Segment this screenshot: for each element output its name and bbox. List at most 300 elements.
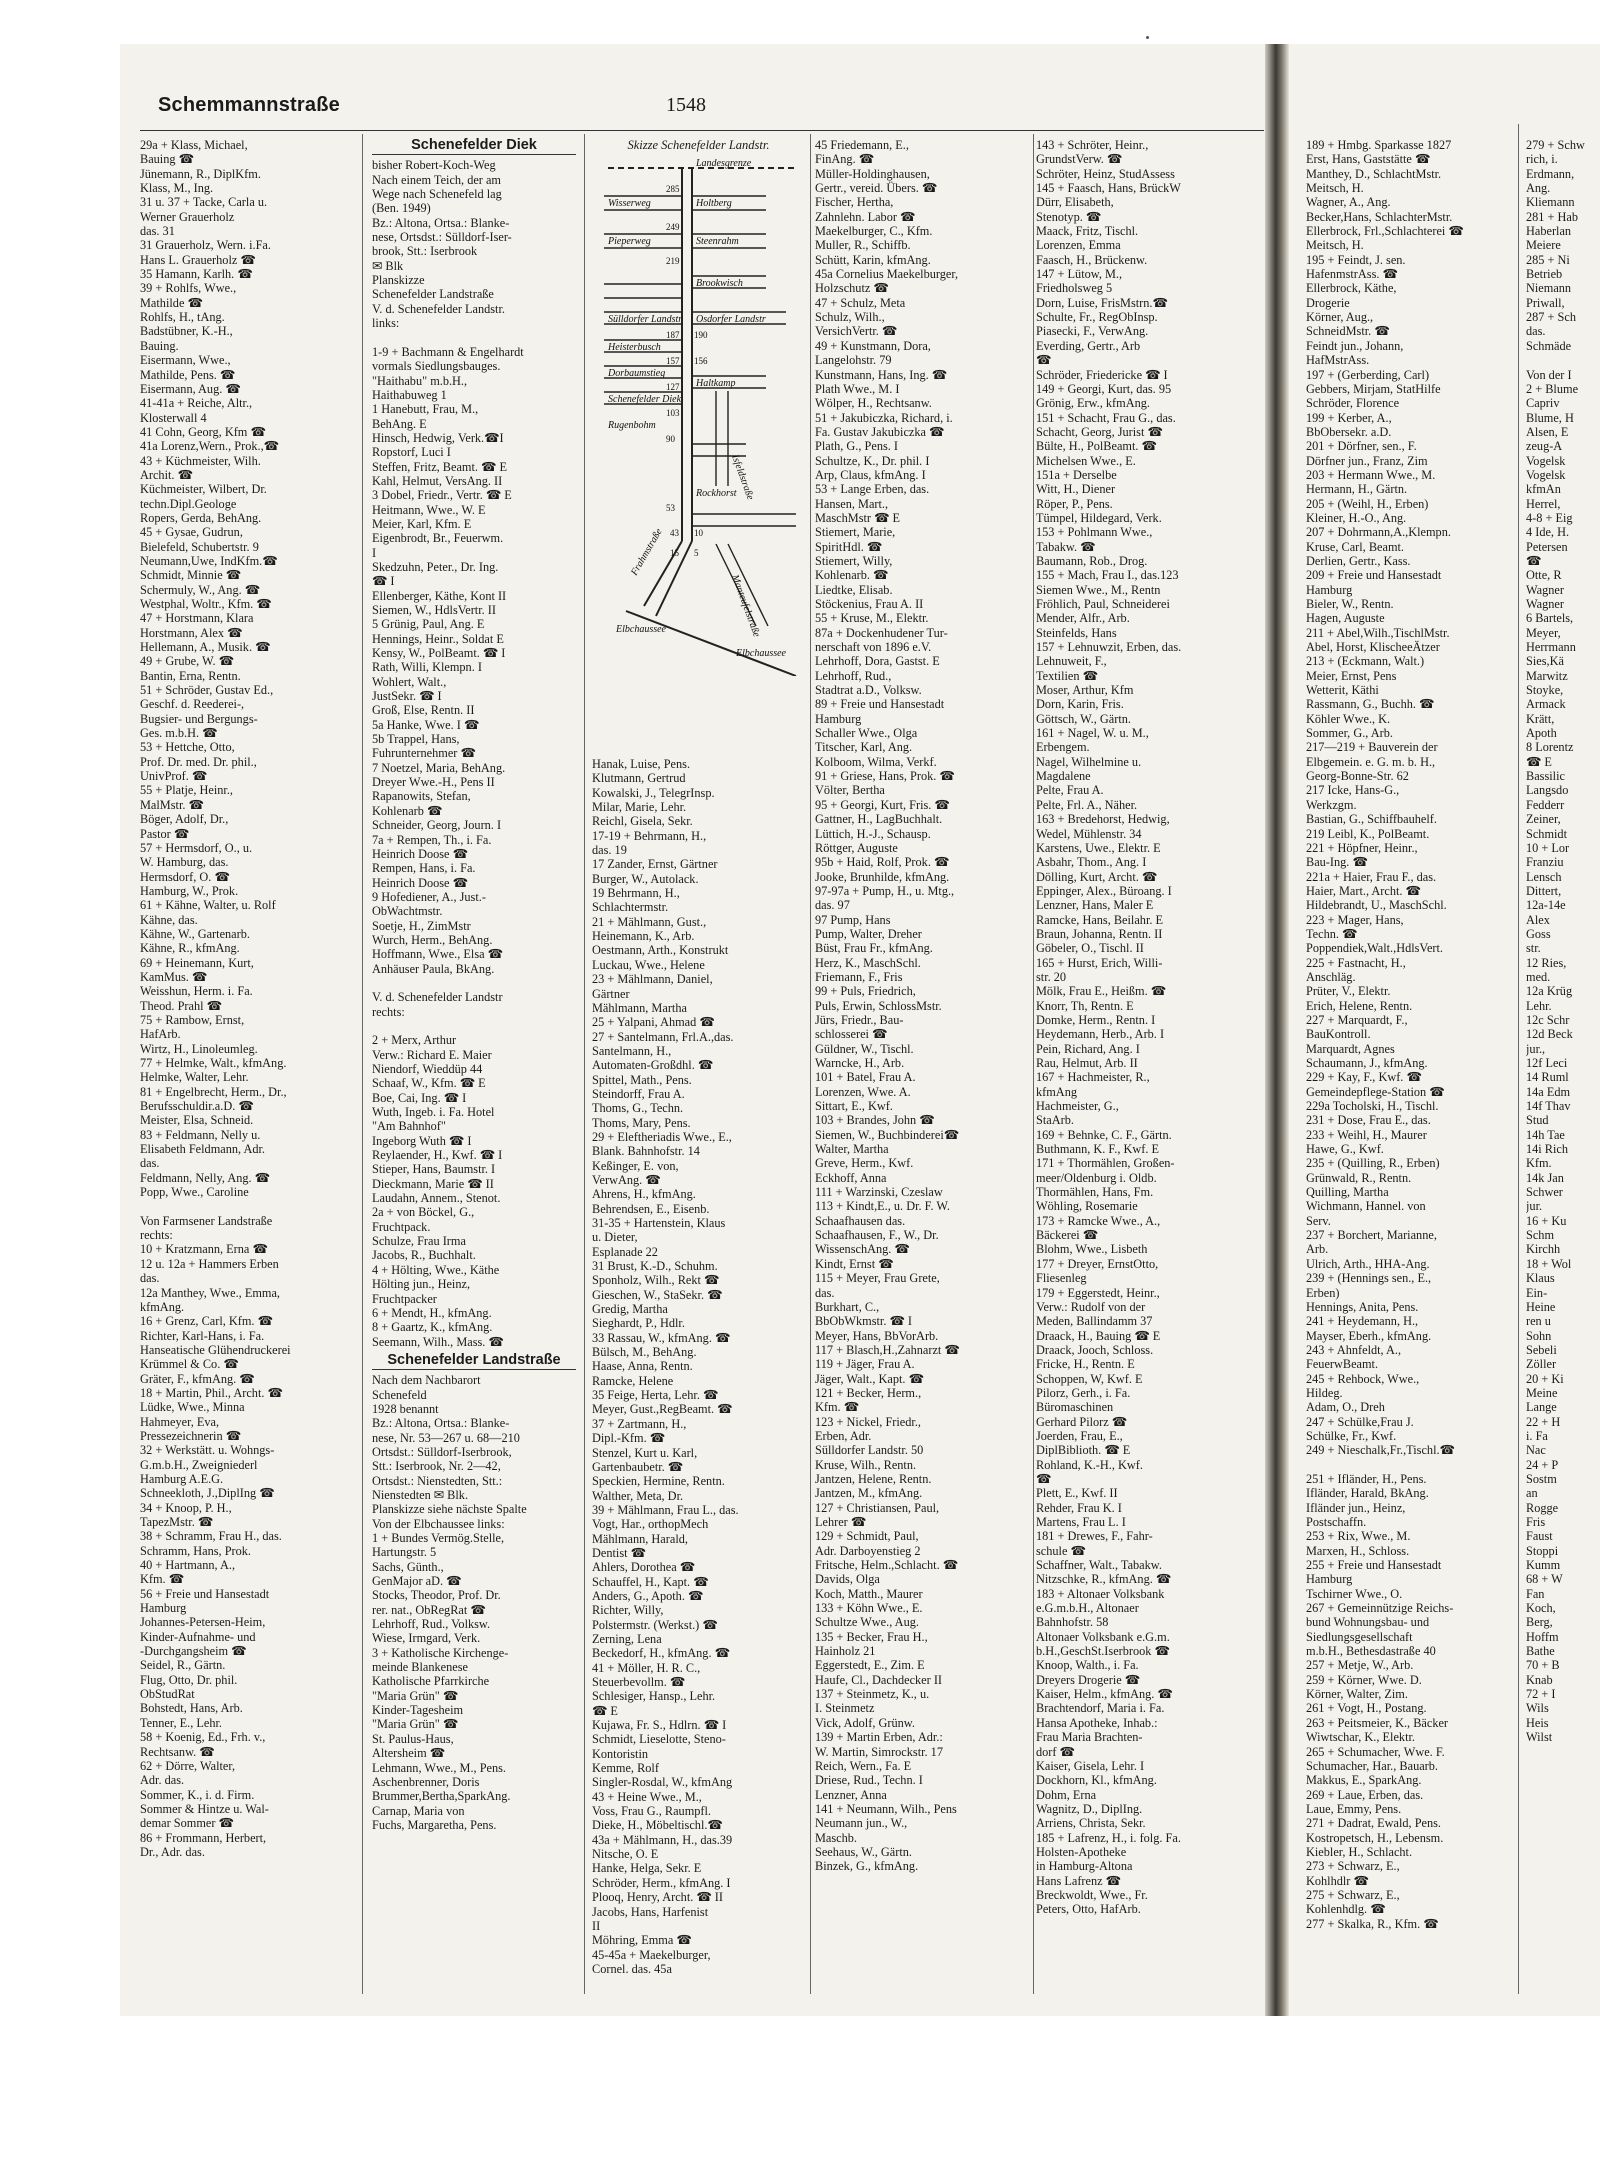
directory-line: 145 + Faasch, Hans, BrückW (1036, 181, 1181, 196)
directory-line: Everding, Gertr., Arb (1036, 338, 1141, 353)
directory-line: Gredig, Martha (592, 1302, 668, 1317)
directory-line: 183 + Altonaer Volksbank (1036, 1586, 1165, 1601)
directory-line: Hanseatische Glühendruckerei (140, 1342, 291, 1357)
directory-line: 7 Noetzel, Maria, BehAng. (372, 760, 506, 775)
directory-line: Quilling, Martha (1306, 1185, 1389, 1200)
directory-line: W. Martin, Simrockstr. 17 (815, 1744, 943, 1759)
directory-line: FinAng. ☎ (815, 152, 875, 167)
directory-line: 72 + I (1526, 1687, 1556, 1702)
directory-line: Hoffm (1526, 1629, 1559, 1644)
directory-line: V. d. Schenefelder Landstr. (372, 301, 505, 316)
directory-line: Stieper, Hans, Baumstr. I (372, 1162, 496, 1177)
directory-line: 12 u. 12a + Hammers Erben (140, 1256, 279, 1271)
column-rule (810, 134, 811, 1994)
directory-line: Erben) (1306, 1285, 1340, 1300)
directory-line: 16 + Ku (1526, 1213, 1567, 1228)
svg-text:127: 127 (666, 382, 680, 392)
directory-line: Bastian, G., Schiffbauhelf. (1306, 812, 1437, 827)
directory-line: Blume, H (1526, 410, 1574, 425)
directory-line: 2 + Merx, Arthur (372, 1033, 457, 1048)
directory-line: Wichmann, Hannel. von (1306, 1199, 1426, 1214)
directory-line: Dieke, H., Möbeltischl.☎ (592, 1818, 723, 1833)
directory-line: Zeiner, (1526, 812, 1561, 827)
directory-line: Wagnitz, D., DiplIng. (1036, 1801, 1143, 1816)
directory-line: kfmAn (1526, 482, 1561, 497)
directory-line: 12d Beck (1526, 1027, 1573, 1042)
directory-line: 229a Tocholski, H., Tischl. (1306, 1099, 1439, 1114)
directory-line: Laudahn, Annem., Stenot. (372, 1191, 501, 1206)
directory-line: Walter, Martha (815, 1142, 889, 1157)
directory-line: 41-41a + Reiche, Altr., (140, 396, 253, 411)
map-street-right: Holtberg (696, 198, 732, 209)
directory-line: Jäger, Walt., Kapt. ☎ (815, 1371, 924, 1386)
directory-line: Ifländer jun., Heinz, (1306, 1500, 1406, 1515)
directory-line: Luckau, Wwe., Helene (592, 957, 705, 972)
directory-line: Fliesenleg (1036, 1271, 1087, 1286)
directory-line: Heinemann, K., Arb. (592, 929, 695, 944)
directory-line: Vogelsk (1526, 467, 1566, 482)
directory-line: schlosserei ☎ (815, 1027, 888, 1042)
directory-line: Ahlers, Dorothea ☎ (592, 1560, 696, 1575)
directory-line: 53 + Hettche, Otto, (140, 740, 235, 755)
directory-line: Hellemann, A., Musik. ☎ (140, 640, 271, 655)
directory-line: 47 + Horstmann, Klara (140, 611, 254, 626)
directory-line: Göttsch, W., Gärtn. (1036, 711, 1131, 726)
directory-line: 31 u. 37 + Tacke, Carla u. (140, 195, 268, 210)
directory-line: 29 + Eleftheriadis Wwe., E., (592, 1129, 732, 1144)
directory-line: Makkus, E., SparkAng. (1306, 1773, 1422, 1788)
directory-line: 281 + Hab (1526, 209, 1579, 224)
directory-line: Hermsdorf, O. ☎ (140, 869, 230, 884)
directory-line: Reich, Wern., Fa. E (815, 1758, 912, 1773)
directory-line: Heydemann, Herb., Arb. I (1036, 1027, 1165, 1042)
directory-line: Büst, Frau Fr., kfmAng. (815, 941, 933, 956)
directory-line: brook, Stt.: Iserbrook (372, 244, 478, 259)
directory-line: Tabakw. ☎ (1036, 539, 1096, 554)
directory-line: an (1526, 1486, 1538, 1501)
directory-line: 161 + Nagel, W. u. M., (1036, 726, 1149, 741)
directory-line: Westphal, Woltr., Kfm. ☎ (140, 597, 272, 611)
directory-line: 237 + Borchert, Marianne, (1306, 1228, 1437, 1243)
directory-line: Wedel, Mühlenstr. 34 (1036, 826, 1142, 841)
directory-line: 14i Rich (1526, 1142, 1569, 1157)
directory-line: 115 + Meyer, Frau Grete, (815, 1271, 940, 1286)
directory-line: 129 + Schmidt, Paul, (815, 1529, 919, 1544)
directory-line: Schröder, Friedericke ☎ I (1036, 367, 1168, 382)
directory-line: 12f Leci (1526, 1056, 1568, 1070)
directory-line: bund Wohnungsbau- und (1306, 1615, 1430, 1630)
directory-line: 263 + Peitsmeier, K., Bäcker (1306, 1715, 1449, 1730)
directory-line: 95 + Georgi, Kurt, Fris. ☎ (815, 797, 950, 812)
directory-line: Sommer, G., Arb. (1306, 726, 1393, 741)
column-rule (584, 134, 585, 1994)
directory-line: Bz.: Altona, Ortsa.: Blanke- (372, 1416, 510, 1431)
directory-line: 70 + B (1526, 1658, 1560, 1673)
directory-line: ☎ (1036, 1471, 1052, 1486)
directory-line: Brachtendorf, Maria i. Fa. (1036, 1701, 1165, 1716)
directory-line: 47 + Schulz, Meta (815, 295, 906, 310)
directory-line: 181 + Drewes, F., Fahr- (1036, 1529, 1153, 1544)
directory-line: Schultze, K., Dr. phil. I (815, 453, 930, 468)
directory-line: Greve, Herm., Kwf. (815, 1156, 914, 1171)
map-street-right: Brookwisch (696, 278, 743, 289)
directory-line: 51 + Schröder, Gustav Ed., (140, 683, 274, 698)
directory-line: Mählmann, Harald, (592, 1531, 688, 1546)
directory-line: Lüdke, Wwe., Minna (140, 1400, 245, 1415)
directory-line: 127 + Christiansen, Paul, (815, 1500, 940, 1515)
directory-line: Schaffner, Walt., Tabakw. (1036, 1558, 1162, 1573)
directory-line: Draack, H., Bauing ☎ E (1036, 1328, 1161, 1343)
directory-line: Arriens, Christa, Sekr. (1036, 1816, 1146, 1831)
directory-line: Köhler Wwe., K. (1306, 711, 1391, 726)
directory-line: ✉ Blk (372, 258, 404, 273)
directory-line: Laue, Emmy, Pens. (1306, 1801, 1402, 1816)
directory-line: Stoyke, (1526, 683, 1564, 698)
directory-line: nerschaft von 1896 e.V. (815, 640, 932, 655)
directory-line: Baumann, Rob., Drog. (1036, 553, 1148, 568)
column-b (372, 138, 576, 1998)
directory-line: 253 + Rix, Wwe., M. (1306, 1529, 1411, 1544)
directory-line: das. (815, 1285, 835, 1300)
directory-line: 241 + Heydemann, H., (1306, 1314, 1419, 1329)
directory-line: Hölting jun., Heinz, (372, 1277, 471, 1292)
directory-line: Lehmann, Wwe., M., Pens. (372, 1760, 506, 1775)
directory-line: Vogelsk (1526, 453, 1566, 468)
directory-line: 257 + Metje, W., Arb. (1306, 1658, 1414, 1673)
directory-line: Schaumann, J., kfmAng. (1306, 1056, 1428, 1070)
directory-line: Meier, Karl, Kfm. E (372, 516, 472, 531)
directory-line: Priwall, (1526, 295, 1565, 310)
directory-line: Stiemert, Willy, (815, 553, 893, 568)
running-head: Schemmannstraße (158, 94, 340, 116)
directory-line: Alsen, E (1526, 424, 1569, 439)
directory-line: Jünemann, R., DiplKfm. (140, 166, 261, 181)
directory-line: 251 + Ifländer, H., Pens. (1306, 1471, 1427, 1486)
directory-line: Zahnlehn. Labor ☎ (815, 209, 916, 224)
directory-line: 89 + Freie und Hansestadt (815, 697, 945, 712)
directory-line: techn.Dipl.Geologe (140, 496, 237, 511)
directory-line: SchneidMstr. ☎ (1306, 324, 1390, 339)
directory-line: Adr. das. (140, 1773, 185, 1788)
directory-line: 14a Edm (1526, 1084, 1571, 1099)
directory-line: Fan (1526, 1586, 1545, 1601)
directory-line: Wege nach Schenefeld lag (372, 187, 502, 202)
directory-line: Wurch, Herm., BehAng. (372, 932, 493, 947)
directory-line: Schneider, Georg, Journ. I (372, 818, 502, 833)
directory-line: 171 + Thormählen, Großen- (1036, 1156, 1175, 1171)
directory-line: Kähne, das. (140, 912, 198, 927)
directory-line: Bielefeld, Schubertstr. 9 (140, 539, 259, 554)
directory-line: Sittart, E., Kwf. (815, 1099, 893, 1114)
directory-line: Kfm. ☎ (140, 1572, 185, 1587)
directory-line: Piasecki, F., VerwAng. (1036, 324, 1149, 339)
directory-line: Schulze, Frau Irma (372, 1234, 466, 1249)
directory-line: 58 + Koenig, Ed., Frh. v., (140, 1730, 266, 1745)
directory-line: Schröder, Florence (1306, 396, 1400, 411)
svg-text:219: 219 (666, 256, 680, 266)
directory-line: Magdalene (1036, 769, 1091, 784)
directory-line: 17 Zander, Ernst, Gärtner (592, 857, 718, 872)
directory-line: Ges. m.b.H. ☎ (140, 726, 218, 741)
directory-line: 279 + Schw (1526, 138, 1585, 152)
directory-line: Wiese, Irmgard, Verk. (372, 1631, 481, 1646)
directory-line: 23 + Mählmann, Daniel, (592, 972, 713, 987)
directory-line: Lehr. (1526, 998, 1552, 1013)
directory-line: ☎ E (1526, 754, 1552, 769)
directory-line: m.b.H., Bethesdastraße 40 (1306, 1644, 1436, 1659)
directory-line: Brummer,Bertha,SparkAng. (372, 1789, 511, 1804)
directory-line: 1 + Bundes Vermög.Stelle, (372, 1531, 505, 1545)
directory-line: Schoppen, W, Kwf. E (1036, 1371, 1143, 1386)
directory-line: Kahl, Helmut, VersAng. II (372, 473, 503, 488)
directory-line: 97 Pump, Hans (815, 912, 891, 927)
directory-line: JustSekr. ☎ I (372, 689, 442, 704)
directory-line: Breckwoldt, Wwe., Fr. (1036, 1887, 1148, 1902)
directory-line: Sebeli (1526, 1342, 1557, 1357)
directory-line: 169 + Behnke, C. F., Gärtn. (1036, 1127, 1172, 1142)
directory-line: rechts: (372, 1004, 405, 1019)
directory-line: 141 + Neumann, Wilh., Pens (815, 1801, 957, 1816)
directory-line: Rapanowits, Stefan, (372, 789, 471, 804)
directory-line: 227 + Marquardt, F., (1306, 1012, 1408, 1027)
directory-line: 139 + Martin Erben, Adr.: (815, 1730, 943, 1745)
directory-line: Knoop, Walth., i. Fa. (1036, 1658, 1139, 1673)
directory-line: Popp, Wwe., Caroline (140, 1185, 249, 1200)
directory-line: Tenner, E., Lehr. (140, 1715, 222, 1730)
directory-line: Rechtsanw. ☎ (140, 1744, 215, 1759)
directory-line: 6 Bartels, (1526, 611, 1574, 626)
directory-line: 269 + Laue, Erben, das. (1306, 1787, 1424, 1802)
directory-line: Klutmann, Gertrud (592, 771, 686, 786)
directory-line: Elbgemein. e. G. m. b. H., (1306, 754, 1436, 769)
directory-line: Ellerbrock, Käthe, (1306, 281, 1397, 296)
directory-line: Berg, (1526, 1615, 1553, 1630)
directory-line: 31 Brust, K.-D., Schuhm. (592, 1259, 718, 1274)
directory-line: Krätt, (1526, 711, 1555, 726)
column-g-cropped (1526, 138, 1600, 1998)
directory-line: Drogerie (1306, 295, 1350, 310)
directory-line: 14k Jan (1526, 1170, 1564, 1185)
directory-line: Fischer, Hertha, (815, 195, 894, 210)
directory-line (140, 1199, 350, 1213)
directory-line: Sies,Kä (1526, 654, 1564, 669)
directory-line: Neumann,Uwe, IndKfm.☎ (140, 553, 278, 568)
directory-line: Marwitz (1526, 668, 1568, 683)
map-street-left: Pieperweg (608, 236, 651, 247)
directory-line: Pilorz, Gerh., i. Fa. (1036, 1385, 1131, 1400)
directory-line: Verw.: Richard E. Maier (372, 1047, 492, 1062)
directory-line: 41 Cohn, Georg, Kfm ☎ (140, 424, 266, 439)
map-street-left: Sülldorfer Landstr (608, 314, 683, 325)
directory-line: 111 + Warzinski, Czeslaw (815, 1185, 943, 1200)
directory-line: Anders, G., Apoth. ☎ (592, 1588, 704, 1603)
directory-line: Manthey, D., SchlachtMstr. (1306, 166, 1442, 181)
directory-line: Küchmeister, Wilbert, Dr. (140, 482, 267, 497)
directory-line: 31-35 + Hartenstein, Klaus (592, 1216, 726, 1230)
directory-line: Richter, Willy, (592, 1603, 664, 1618)
directory-line: HafenmstrAss. ☎ (1306, 267, 1398, 282)
directory-line: Ramcke, Hans, Beilahr. E (1036, 912, 1164, 927)
column-rule (362, 134, 363, 1994)
directory-line: Kähne, R., kfmAng. (140, 941, 240, 956)
directory-line: Soetje, H., ZimMstr (372, 918, 471, 933)
directory-line: 3 Dobel, Friedr., Vertr. ☎ E (372, 488, 512, 503)
directory-line: "Haithabu" m.b.H., (372, 373, 468, 388)
directory-line: Kohlhdlr ☎ (1306, 1873, 1369, 1888)
directory-line: Karstens, Uwe., Elektr. E (1036, 840, 1161, 855)
directory-line: das. 31 (140, 224, 175, 239)
directory-line: Helmke, Walter, Lehr. (140, 1070, 249, 1085)
directory-line: Apoth (1526, 726, 1557, 741)
directory-line: 5 Grünig, Paul, Ang. E (372, 617, 485, 632)
directory-line: Gertr., vereid. Übers. ☎ (815, 181, 938, 196)
directory-line: TapezMstr. ☎ (140, 1515, 214, 1529)
street-sketch-map (596, 156, 808, 676)
directory-line: 40 + Hartmann, A., (140, 1558, 236, 1573)
directory-line (372, 976, 576, 990)
directory-line: Draack, Jooch, Schloss. (1036, 1342, 1154, 1357)
directory-line: 9 Hofediener, A., Just.- (372, 889, 486, 904)
directory-line: Niemann (1526, 281, 1572, 296)
directory-line: Bülte, H., PolBeamt. ☎ (1036, 439, 1157, 454)
map-side-streets (604, 196, 796, 626)
directory-line: Moser, Arthur, Kfm (1036, 683, 1134, 698)
directory-line: Gärtner (592, 986, 630, 1001)
directory-line: 27 + Santelmann, Frl.A.,das. (592, 1029, 734, 1044)
directory-line: links: (372, 316, 400, 331)
directory-line: BbObWkmstr. ☎ I (815, 1314, 912, 1329)
directory-line: Nitzschke, R., kfmAng. ☎ (1036, 1572, 1172, 1587)
directory-line: str. (1526, 941, 1541, 956)
directory-line: 117 + Blasch,H.,Zahnarzt ☎ (815, 1342, 960, 1357)
directory-line: GenMajor aD. ☎ (372, 1574, 462, 1589)
map-street-right: Steenrahm (696, 236, 739, 247)
directory-line: Kliemann (1526, 195, 1575, 210)
directory-line: 223 + Mager, Hans, (1306, 912, 1404, 927)
directory-line: 24 + P (1526, 1457, 1559, 1472)
directory-line: Kunstmann, Hans, Ing. ☎ (815, 367, 948, 382)
directory-line: Jacobs, Hans, Harfenist (592, 1904, 709, 1919)
directory-line: Berufsschuldir.a.D. ☎ (140, 1099, 254, 1114)
directory-line: Sachs, Günth., (372, 1559, 444, 1574)
directory-line: Koch, (1526, 1601, 1556, 1616)
svg-text:10: 10 (694, 528, 703, 538)
svg-text:190: 190 (694, 330, 708, 340)
directory-line: Martens, Frau L. I (1036, 1515, 1126, 1529)
directory-line: Schaaf, W., Kfm. ☎ E (372, 1076, 486, 1091)
directory-line: Bugsier- und Bergungs- (140, 711, 258, 726)
directory-line: Joerden, Frau, E., (1036, 1428, 1123, 1443)
directory-line: 275 + Schwarz, E., (1306, 1887, 1400, 1902)
directory-line: Erdmann, (1526, 166, 1575, 181)
directory-line: Rath, Willi, Klempn. I (372, 660, 482, 675)
directory-line: Dreyers Drogerie ☎ (1036, 1672, 1141, 1687)
directory-line: Schenefelder Landstraße (372, 287, 494, 302)
directory-line: 5b Trappel, Hans, (372, 732, 460, 747)
directory-line: 86 + Frommann, Herbert, (140, 1830, 267, 1845)
directory-line: Blohm, Wwe., Lisbeth (1036, 1242, 1148, 1257)
directory-line: Hagen, Auguste (1306, 611, 1385, 626)
directory-line: G.m.b.H., Zweigniederl (140, 1457, 258, 1472)
directory-line: Singler-Rosdal, W., kfmAng (592, 1775, 733, 1790)
directory-line: Haier, Mart., Archt. ☎ (1306, 883, 1421, 898)
directory-line: Schneekloth, J.,DiplIng ☎ (140, 1486, 275, 1501)
directory-line: str. 20 (1036, 969, 1067, 984)
directory-line: Knorr, Th, Rentn. E (1036, 998, 1134, 1013)
directory-line: Bantin, Erna, Rentn. (140, 668, 241, 683)
directory-line: 201 + Dörfner, sen., F. (1306, 439, 1417, 454)
directory-line: Kaiser, Gisela, Lehr. I (1036, 1758, 1145, 1773)
directory-line: St. Paulus-Haus, (372, 1731, 454, 1746)
directory-line: Ropstorf, Luci I (372, 445, 451, 460)
map-street-left: Elbchaussee (616, 624, 666, 635)
map-street-left: Rugenbohm (608, 420, 656, 431)
directory-line: Meitsch, H. (1306, 238, 1364, 253)
directory-line: 155 + Mach, Frau I., das.123 (1036, 568, 1179, 583)
directory-line: Nac (1526, 1443, 1546, 1458)
directory-line: 147 + Lütow, M., (1036, 267, 1123, 282)
directory-line: Friedholsweg 5 (1036, 281, 1113, 296)
directory-line: Schülke, Fr., Kwf. (1306, 1428, 1397, 1443)
directory-line: Ingeborg Wuth ☎ I (372, 1133, 472, 1148)
directory-line: Beckedorf, H., kfmAng. ☎ (592, 1646, 730, 1661)
directory-line: dorf ☎ (1036, 1744, 1075, 1759)
directory-line: Hermann, H., Gärtn. (1306, 482, 1408, 497)
directory-line: Hamburg (1306, 1572, 1353, 1587)
directory-line: 249 + Nieschalk,Fr.,Tischl.☎ (1306, 1443, 1455, 1458)
directory-line: Kohlenarb. ☎ (815, 568, 889, 583)
directory-line: Domke, Herm., Rentn. I (1036, 1012, 1156, 1027)
directory-line: Steindorff, Frau A. (592, 1086, 685, 1101)
directory-line: Adr. Darboyenstieg 2 (815, 1543, 921, 1558)
directory-line: Faust (1526, 1529, 1553, 1544)
directory-line: 8 Lorentz (1526, 740, 1574, 755)
directory-line: Hamburg, W., Prok. (140, 883, 239, 898)
svg-text:15: 15 (670, 548, 679, 558)
directory-line: 45 + Gysae, Gudrun, (140, 525, 243, 540)
directory-line: 45-45a + Maekelburger, (592, 1947, 711, 1962)
directory-line: Bülsch, M., BehAng. (592, 1345, 697, 1360)
directory-line: Ahrens, H., kfmAng. (592, 1187, 696, 1202)
directory-line: Gieschen, W., StaSekr. ☎ (592, 1287, 723, 1302)
directory-line: Titscher, Karl, Ang. (815, 740, 913, 755)
directory-line: Göbeler, O., Tischl. II (1036, 941, 1144, 956)
directory-line: Dörfner jun., Franz, Zim (1306, 453, 1428, 468)
directory-line: Steuerbevollm. ☎ (592, 1675, 686, 1689)
directory-line: Heine (1526, 1299, 1556, 1314)
directory-line: Dockhorn, Kl., kfmAng. (1036, 1773, 1157, 1788)
directory-line: Meyer, Hans, BbVorArb. (815, 1328, 939, 1343)
directory-line: Schmidt, Lieselotte, Steno- (592, 1732, 726, 1747)
directory-line: Kiebler, H., Schlacht. (1306, 1844, 1413, 1859)
directory-line: Schenefeld (372, 1387, 427, 1402)
directory-line: Katholische Pfarrkirche (372, 1674, 490, 1689)
directory-line: Automaten-Großdhl. ☎ (592, 1058, 714, 1073)
directory-line: Richter, Karl-Hans, i. Fa. (140, 1328, 265, 1343)
directory-line: 121 + Becker, Herm., (815, 1385, 922, 1400)
directory-line: DiplBiblioth. ☎ E (1036, 1443, 1131, 1458)
directory-line: 217 Icke, Hans-G., (1306, 783, 1400, 798)
directory-line: Ellenberger, Käthe, Kont II (372, 588, 507, 603)
directory-line: 39 + Rohlfs, Wwe., (140, 281, 237, 296)
directory-line: Holzschutz ☎ (815, 281, 889, 296)
directory-line: Dölling, Kurt, Archt. ☎ (1036, 869, 1158, 884)
directory-line: Seehaus, W., Gärtn. (815, 1844, 912, 1859)
directory-line: Röttger, Auguste (815, 840, 898, 855)
directory-line: Muller, R., Schiffb. (815, 238, 911, 253)
directory-line: Schulte, Fr., RegObInsp. (1036, 310, 1158, 325)
directory-line: 7a + Rempen, Th., i. Fa. (372, 832, 492, 847)
